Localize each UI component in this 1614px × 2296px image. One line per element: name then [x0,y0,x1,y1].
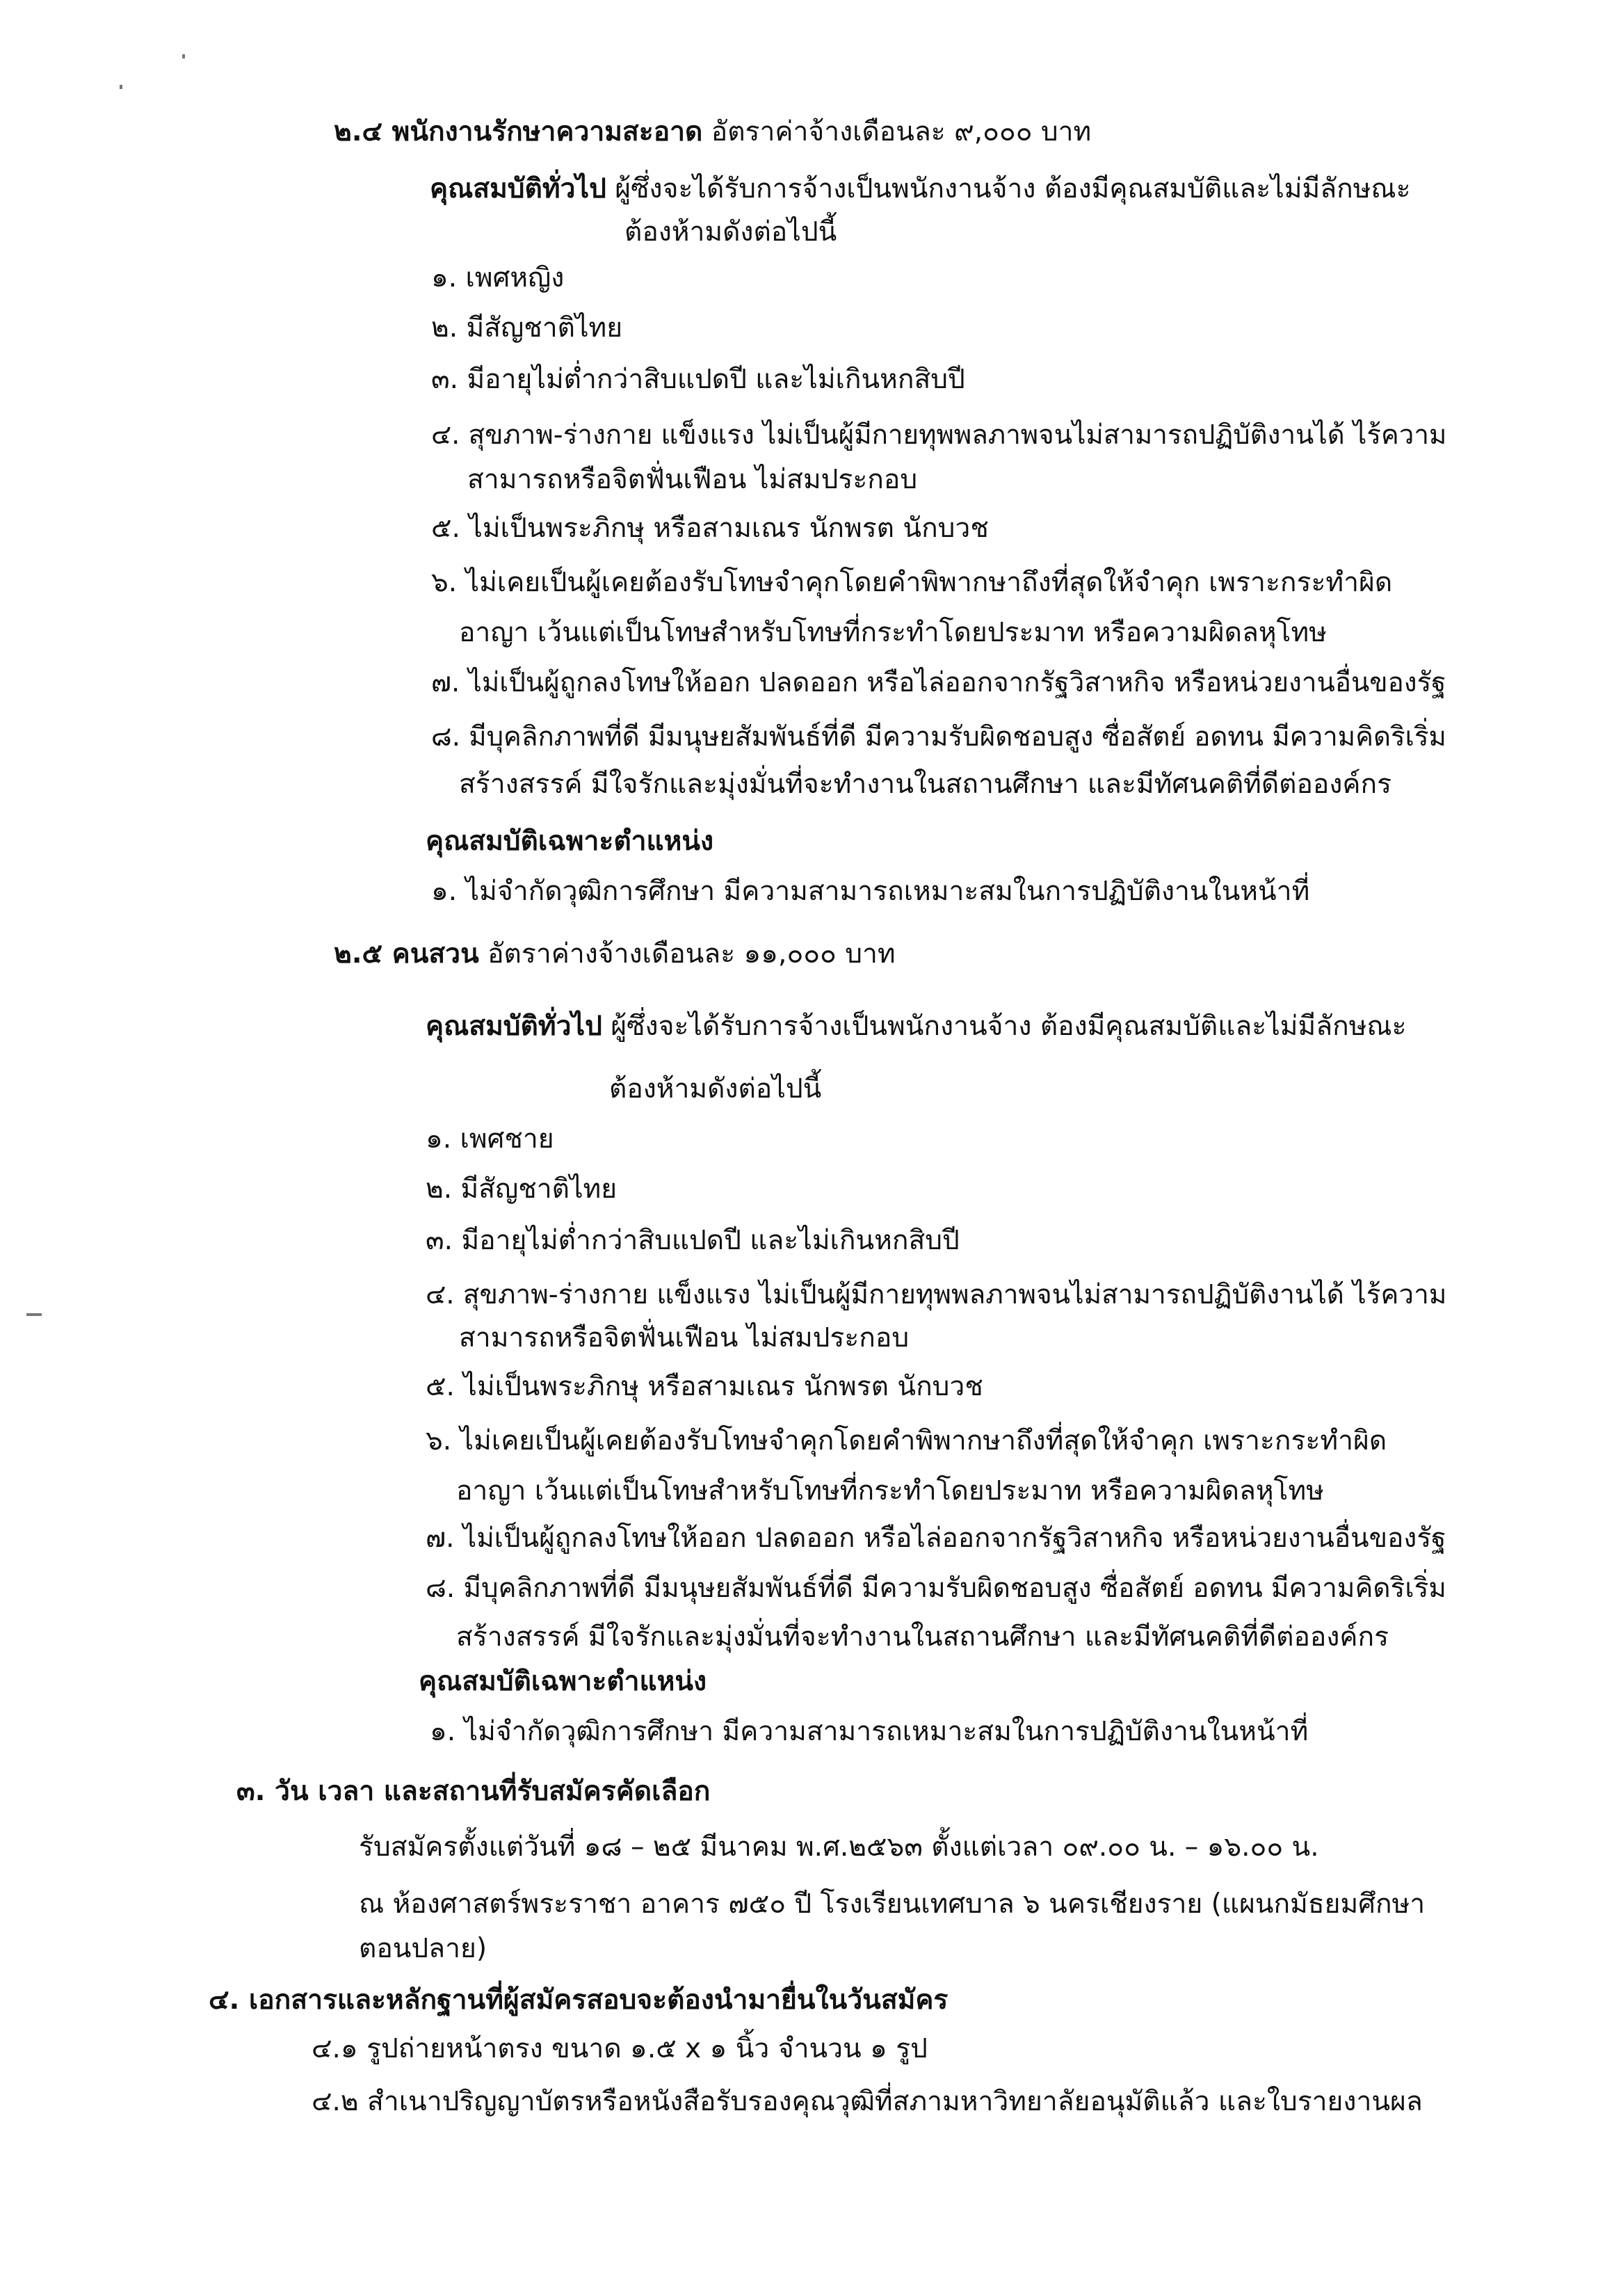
list-item: ๕. ไม่เป็นพระภิกษุ หรือสามเณร นักพรต นักบวช [431,513,989,544]
list-item-cont: อาญา เว้นแต่เป็นโทษสำหรับโทษที่กระทำโดยประมาท หรือความผิดลหุโทษ [456,1475,1324,1507]
scan-speck [120,85,122,89]
section-3-line: รับสมัครตั้งแต่วันที่ ๑๘ – ๒๕ มีนาคม พ.ศ.๒๕๖๓ ตั้งแต่เวลา ๐๙.๐๐ น. – ๑๖.๐๐ น. [359,1831,1319,1863]
section-2-4-heading [334,118,1091,145]
list-item: ๓. มีอายุไม่ต่ำกว่าสิบแปดปี และไม่เกินหกสิบปี [431,364,965,395]
list-item: ๗. ไม่เป็นผู้ถูกลงโทษให้ออก ปลดออก หรือไล่ออกจากรัฐวิสาหกิจ หรือหน่วยงานอื่นของรัฐ [426,1523,1446,1554]
list-item-cont: สร้างสรรค์ มีใจรักและมุ่งมั่นที่จะทำงานในสถานศึกษา และมีทัศนคติที่ดีต่อองค์กร [459,769,1392,800]
list-item: ๒. มีสัญชาติไทย [431,312,623,344]
list-item-cont: อาญา เว้นแต่เป็นโทษสำหรับโทษที่กระทำโดยประมาท หรือความผิดลหุโทษ [459,617,1327,648]
section-4-line: ๔.๒ สำเนาปริญญาบัตรหรือหนังสือรับรองคุณวุฒิที่สภามหาวิทยาลัยอนุมัติแล้ว และใบรายงานผล [312,2086,1423,2117]
general-qualifications-cont: ต้องห้ามดังต่อไปนี้ [609,1073,822,1105]
section-3-line: ณ ห้องศาสตร์พระราชา อาคาร ๗๕๐ ปี โรงเรียนเทศบาล ๖ นครเชียงราย (แผนกมัธยมศึกษา [359,1888,1426,1920]
general-qualifications-text: ผู้ซึ่งจะได้รับการจ้างเป็นพนักงานจ้าง ต้องมีคุณสมบัติและไม่มีลักษณะ [606,173,1411,204]
position-qualifications-label: คุณสมบัติเฉพาะตำแหน่ง [426,826,714,857]
list-item: ๓. มีอายุไม่ต่ำกว่าสิบแปดปี และไม่เกินหกสิบปี [426,1225,960,1256]
general-qualifications [426,1013,1407,1040]
section-2-5-rate: อัตราค่างจ้างเดือนละ ๑๑,๐๐๐ บาท [478,938,896,970]
section-2-5-title: ๒.๕ คนสวน [334,938,479,970]
section-2-4-rate: อัตราค่าจ้างเดือนละ ๙,๐๐๐ บาท [702,116,1092,147]
list-item: ๕. ไม่เป็นพระภิกษุ หรือสามเณร นักพรต นักบวช [426,1371,983,1402]
section-3-heading: ๓. วัน เวลา และสถานที่รับสมัครคัดเลือก [236,1776,711,1807]
list-item: ๖. ไม่เคยเป็นผู้เคยต้องรับโทษจำคุกโดยคำพิพากษาถึงที่สุดให้จำคุก เพราะกระทำผิด [426,1425,1387,1456]
list-item: ๔. สุขภาพ-ร่างกาย แข็งแรง ไม่เป็นผู้มีกายทุพพลภาพจนไม่สามารถปฏิบัติงานได้ ไร้ความ [426,1279,1447,1310]
list-item: ๔. สุขภาพ-ร่างกาย แข็งแรง ไม่เป็นผู้มีกายทุพพลภาพจนไม่สามารถปฏิบัติงานได้ ไร้ความ [431,419,1447,451]
general-qualifications-label: คุณสมบัติทั่วไป [426,1011,602,1042]
scan-speck [26,1313,42,1316]
general-qualifications-label: คุณสมบัติทั่วไป [430,173,606,204]
list-item-cont: สามารถหรือจิตฟั่นเฟือน ไม่สมประกอบ [459,1322,910,1354]
list-item: ๑. เพศชาย [426,1123,554,1155]
list-item: ๒. มีสัญชาติไทย [426,1173,618,1205]
general-qualifications-text: ผู้ซึ่งจะได้รับการจ้างเป็นพนักงานจ้าง ต้องมีคุณสมบัติและไม่มีลักษณะ [602,1011,1407,1042]
section-4-heading: ๔. เอกสารและหลักฐานที่ผู้สมัครสอบจะต้องนำมายื่นในวันสมัคร [209,1984,949,2016]
list-item: ๘. มีบุคลิกภาพที่ดี มีมนุษยสัมพันธ์ที่ดี มีความรับผิดชอบสูง ซื่อสัตย์ อดทน มีความคิดริเริ่ม [431,721,1446,753]
list-item-cont: สร้างสรรค์ มีใจรักและมุ่งมั่นที่จะทำงานในสถานศึกษา และมีทัศนคติที่ดีต่อองค์กร [456,1621,1389,1653]
list-item: ๖. ไม่เคยเป็นผู้เคยต้องรับโทษจำคุกโดยคำพิพากษาถึงที่สุดให้จำคุก เพราะกระทำผิด [431,567,1393,598]
list-item: ๘. มีบุคลิกภาพที่ดี มีมนุษยสัมพันธ์ที่ดี มีความรับผิดชอบสูง ซื่อสัตย์ อดทน มีความคิดริเริ่ม [426,1573,1446,1604]
section-2-5-heading [334,940,896,968]
position-qualifications-label: คุณสมบัติเฉพาะตำแหน่ง [419,1666,707,1697]
section-4-line: ๔.๑ รูปถ่ายหน้าตรง ขนาด ๑.๕ x ๑ นิ้ว จำนวน ๑ รูป [312,2033,928,2064]
position-qualification-item: ๑. ไม่จำกัดวุฒิการศึกษา มีความสามารถเหมาะสมในการปฏิบัติงานในหน้าที่ [431,876,1310,907]
section-3-line: ตอนปลาย) [359,1933,487,1964]
scan-speck [182,54,185,58]
list-item: ๗. ไม่เป็นผู้ถูกลงโทษให้ออก ปลดออก หรือไล่ออกจากรัฐวิสาหกิจ หรือหน่วยงานอื่นของรัฐ [431,667,1446,698]
list-item-cont: สามารถหรือจิตฟั่นเฟือน ไม่สมประกอบ [467,464,918,495]
general-qualifications-cont: ต้องห้ามดังต่อไปนี้ [624,216,837,248]
general-qualifications [430,175,1411,202]
section-2-4-title: ๒.๔ พนักงานรักษาความสะอาด [334,116,703,147]
list-item: ๑. เพศหญิง [431,262,565,294]
position-qualification-item: ๑. ไม่จำกัดวุฒิการศึกษา มีความสามารถเหมาะสมในการปฏิบัติงานในหน้าที่ [430,1716,1309,1747]
